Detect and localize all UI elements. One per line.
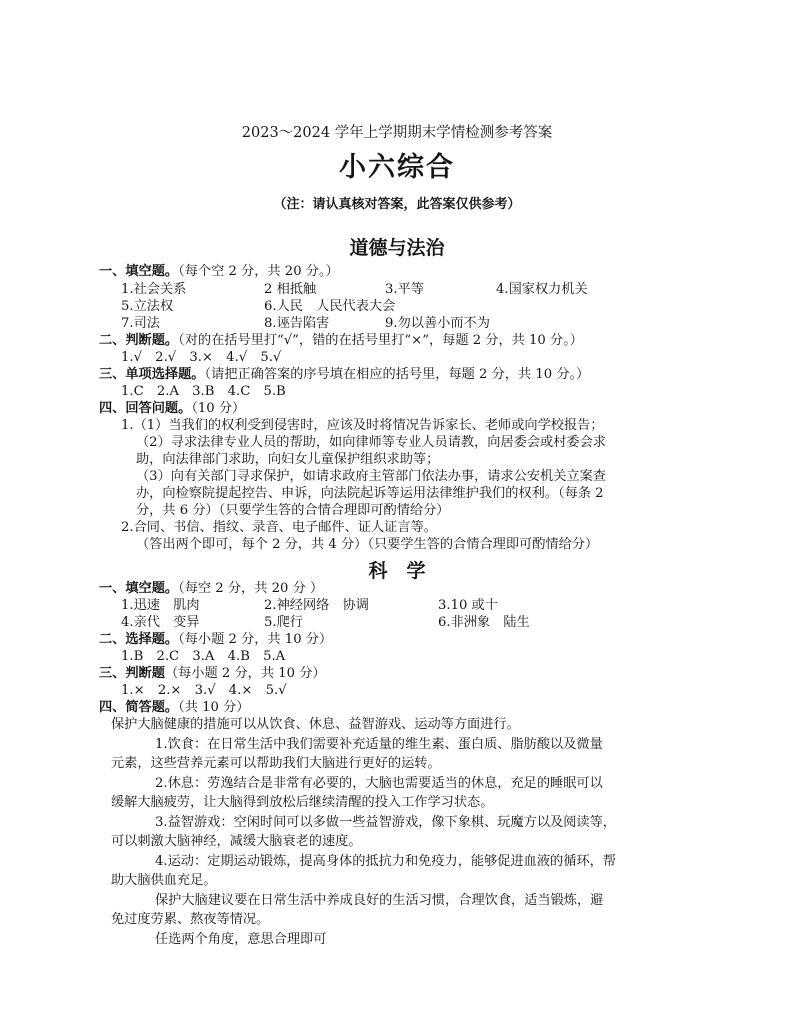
science-short-line: 助大脑供血充足。 [111,873,217,888]
moral-fill-answer: 5.立法权 [121,299,174,314]
moral-fill-heading [99,263,339,280]
moral-fill-answer: 1.社会关系 [121,282,187,297]
moral-answer-line: （2）寻求法律专业人员的帮助，如向律师等专业人员请教，向居委会或村委会求 [136,435,606,450]
moral-choice-heading [99,366,589,383]
section-heading: 四、回答问题。 [99,401,192,416]
section-heading: 一、填空题。 [99,264,179,279]
science-judge-answers: 1.× 2.× 3.√ 4.× 5.√ [121,683,287,698]
science-fill-answer: 4.亲代 变异 [121,615,200,630]
section-heading: 三、单项选择题。 [99,367,205,382]
science-fill-answer: 1.迅速 肌肉 [121,598,200,613]
moral-fill-answer: 4.国家权力机关 [496,282,588,297]
moral-fill-answer: 3.平等 [385,282,424,297]
moral-answer-line: 1.（1）当我们的权利受到侵害时，应该及时将情况告诉家长、老师或向学校报告； [121,418,604,433]
document-note: （注：请认真核对答案，此答案仅供参考） [273,197,521,212]
section-heading: 三、判断题 [99,666,165,681]
section-desc: （对的在括号里打“√”，错的在括号里打“×”，每题 2 分，共 10 分。） [178,333,583,348]
section-desc: （每空 2 分，共 20 分 ） [178,581,324,596]
document-main-title: 小六综合 [339,152,455,183]
moral-answer-line: （答出两个即可，每个 2 分，共 4 分）（只要学生答的合情合理即可酌情给分） [136,537,599,552]
science-short-line: 可以刺激大脑神经，减缓大脑衰老的速度。 [111,834,362,849]
science-fill-answer: 3.10 或十 [438,598,498,613]
science-choice-answers: 1.B 2.C 3.A 4.B 5.A [121,649,286,664]
moral-answer-line: （3）向有关部门寻求保护，如请求政府主管部门依法办事，请求公安机关立案查 [136,469,606,484]
science-short-line: 元素，这些营养元素可以帮助我们大脑进行更好的运转。 [111,756,441,771]
science-short-line: 3.益智游戏：空闲时间可以多做一些益智游戏，像下象棋、玩魔方以及阅读等， [155,815,616,830]
subject-title-science: 科 学 [368,560,426,582]
science-short-line: 缓解大脑疲劳，让大脑得到放松后继续清醒的投入工作学习状态。 [111,795,494,810]
moral-judge-answers: 1.√ 2.√ 3.× 4.√ 5.√ [121,350,282,365]
science-judge-heading [99,665,326,682]
section-heading: 一、填空题。 [99,581,179,596]
moral-answer-line: 助，向法律部门求助，向妇女儿童保护组织求助等； [136,452,440,467]
section-heading: 四、简答题。 [99,700,179,715]
science-short-line: 4.运动：定期运动锻炼，提高身体的抵抗力和免疫力，能够促进血液的循环，帮 [155,854,616,869]
moral-fill-answer: 8.诬告陷害 [264,316,330,331]
moral-answer-line: 2.合同、书信、指纹、录音、电子邮件、证人证言等。 [121,520,437,535]
moral-fill-answer: 2 相抵触 [264,282,317,297]
moral-answer-line: 分，共 6 分）（只要学生答的合情合理即可酌情给分） [136,503,450,518]
section-desc: （每个空 2 分，共 20 分。） [178,264,339,279]
section-desc: （共 10 分） [178,700,250,715]
science-fill-answer: 6.非洲象 陆生 [438,615,530,630]
moral-answer-heading [99,400,245,417]
science-fill-answer: 2.神经网络 协调 [264,598,369,613]
subject-title-moral: 道德与法治 [349,237,445,259]
moral-fill-answer: 7.司法 [121,316,160,331]
science-short-heading [99,699,249,716]
section-desc: （请把正确答案的序号填在相应的括号里，每题 2 分，共 10 分。） [204,367,590,382]
section-desc: （每小题 2 分，共 10 分） [178,632,333,647]
moral-fill-answer: 6.人民 人民代表大会 [264,299,396,314]
science-short-line: 任选两个角度，意思合理即可 [155,932,327,947]
science-short-line: 保护大脑健康的措施可以从饮食、休息、益智游戏、运动等方面进行。 [111,717,520,732]
moral-answer-line: 办，向检察院提起控告、申诉，向法院起诉等运用法律维护我们的权利。（每条 2 [136,486,604,501]
document-year-title: 2023～2024 学年上学期期末学情检测参考答案 [241,125,553,141]
section-heading: 二、选择题。 [99,632,179,647]
moral-judge-heading [99,332,583,349]
section-heading: 二、判断题。 [99,333,179,348]
science-fill-heading [99,580,323,597]
moral-fill-answer: 9.勿以善小而不为 [385,316,490,331]
science-choice-heading [99,631,332,648]
science-short-line: 2.休息：劳逸结合是非常有必要的，大脑也需要适当的休息，充足的睡眠可以 [155,776,603,791]
section-desc: （10 分） [191,401,246,416]
moral-choice-answers: 1.C 2.A 3.B 4.C 5.B [121,384,286,399]
science-short-line: 保护大脑建议要在日常生活中养成良好的生活习惯，合理饮食，适当锻炼，避 [155,893,604,908]
section-desc: （每小题 2 分，共 10 分） [164,666,326,681]
science-short-line: 1.饮食：在日常生活中我们需要补充适量的维生素、蛋白质、脂肪酸以及微量 [155,737,603,752]
science-short-line: 免过度劳累、熬夜等情况。 [111,912,270,927]
science-fill-answer: 5.爬行 [264,615,303,630]
